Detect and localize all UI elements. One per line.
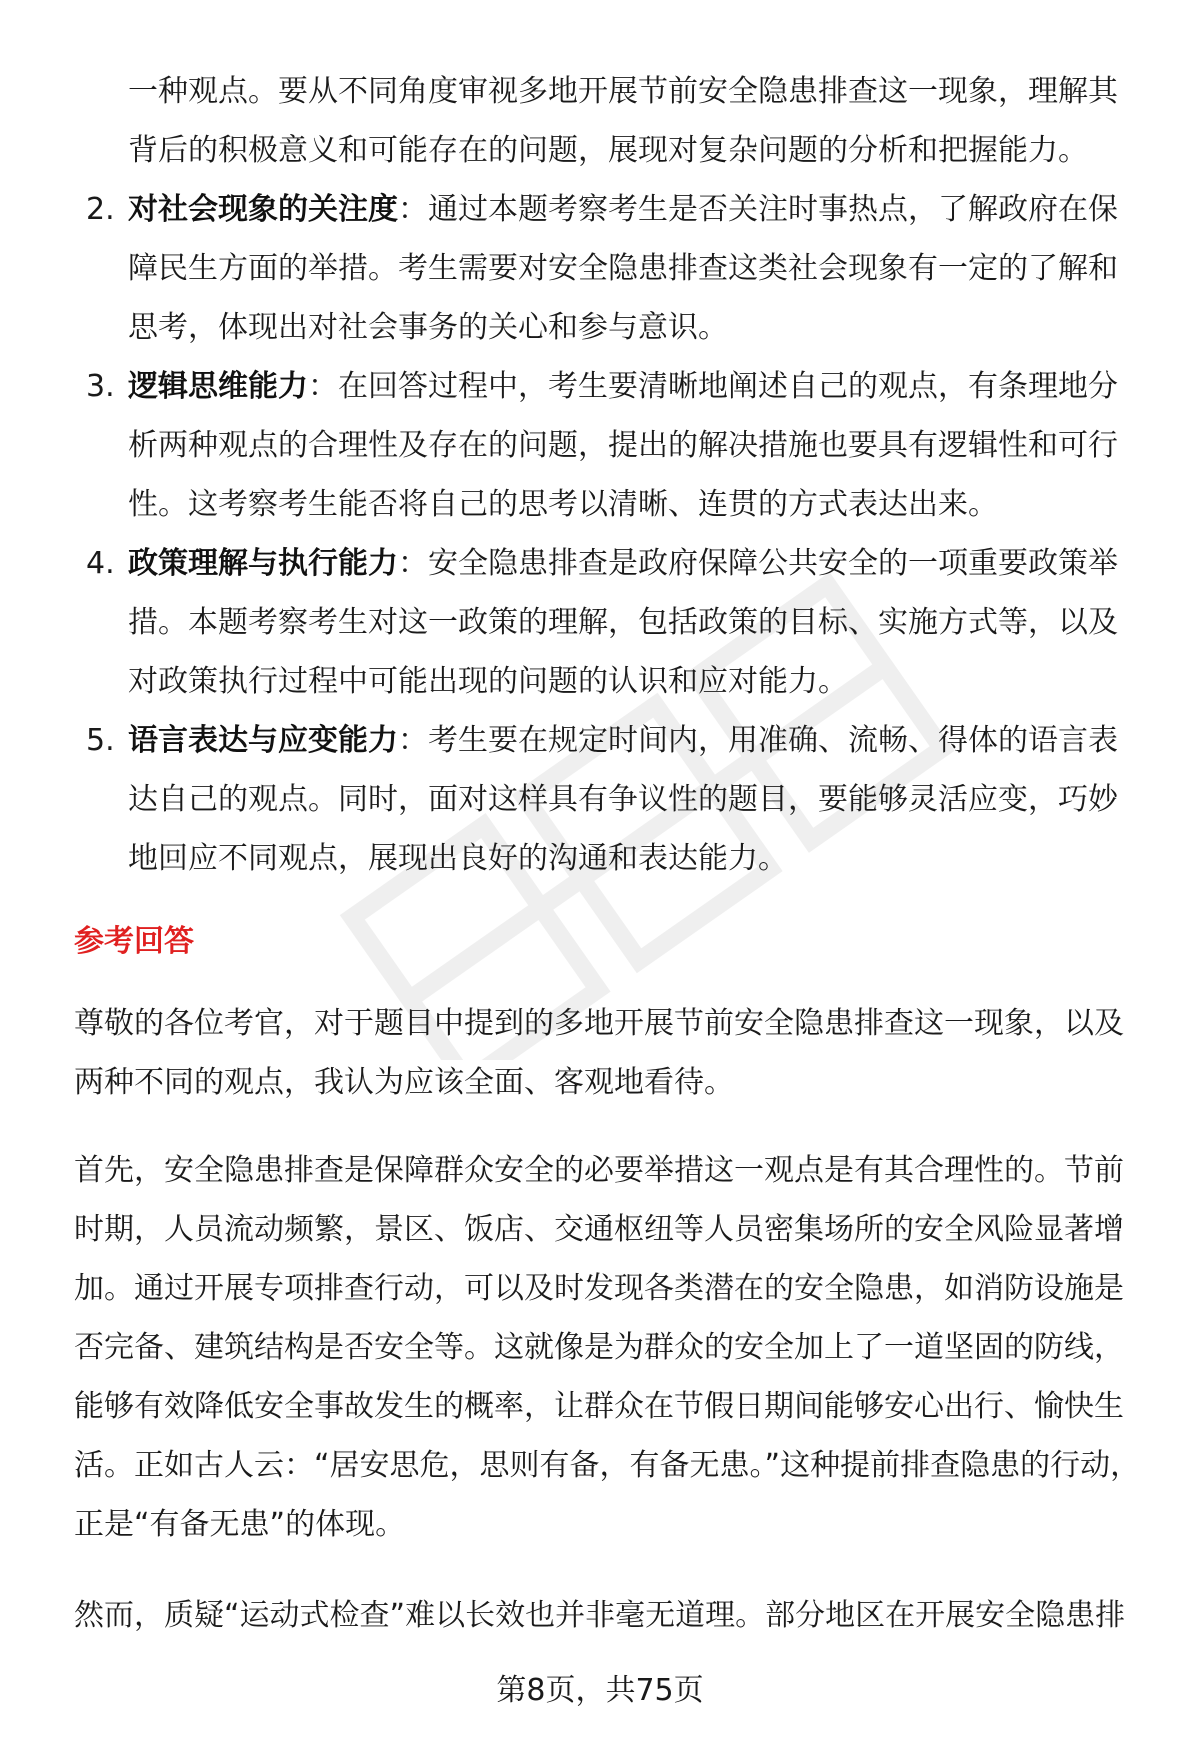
list-item-number: 5.: [86, 723, 115, 758]
list-item-text: ：在回答过程中，考生要清晰地阐述自己的观点，有条理地分析两种观点的合理性及存在的问题，提出的解决措施也要具有逻辑性和可行性。这考察考生能否将自己的思考以清晰、连贯的方式表达出来。: [128, 369, 1118, 522]
list-item-number: 3.: [86, 369, 115, 404]
list-item-text: ：考生要在规定时间内，用准确、流畅、得体的语言表达自己的观点。同时，面对这样具有争议性的题目，要能够灵活应变，巧妙地回应不同观点，展现出良好的沟通和表达能力。: [128, 723, 1118, 876]
list-item-title: 逻辑思维能力: [128, 369, 308, 404]
list-item-policy-understanding: [74, 534, 1144, 711]
list-item-social-attention: [74, 180, 1144, 357]
answer-paragraph-opening: 尊敬的各位考官，对于题目中提到的多地开展节前安全隐患排查这一现象，以及两种不同的观点，我认为应该全面、客观地看待。: [74, 1006, 1124, 1100]
list-item-text: ：安全隐患排查是政府保障公共安全的一项重要政策举措。本题考察考生对这一政策的理解，包括政策的目标、实施方式等，以及对政策执行过程中可能出现的问题的认识和应对能力。: [128, 546, 1118, 699]
answer-paragraph-first: 首先，安全隐患排查是保障群众安全的必要举措这一观点是有其合理性的。节前时期，人员流动频繁，景区、饭店、交通枢纽等人员密集场所的安全风险显著增加。通过开展专项排查行动，可以及时发现各类潜在的安全隐患，如消防设施是否完备、建筑结构是否安全等。这就像是为群众的安全加上了一道坚固的防线，能够有效降低安全事故发生的概率，让群众在节假日期间能够安心出行、愉快生活。正如古人云：“居安思危，思则有备，有备无患。”这种提前排查隐患的行动，正是“有备无患”的体现。: [74, 1153, 1141, 1542]
list-item-continuation: [74, 62, 1144, 180]
list-item-title: 政策理解与执行能力: [128, 546, 398, 581]
list-item-language-expression: [74, 711, 1144, 888]
list-item-title: 对社会现象的关注度: [128, 192, 398, 227]
list-item-logical-thinking: [74, 357, 1144, 534]
section-heading-reference-answer: 参考回答: [74, 924, 194, 959]
list-item-title: 语言表达与应变能力: [128, 723, 398, 758]
list-item-text: 一种观点。要从不同角度审视多地开展节前安全隐患排查这一现象，理解其背后的积极意义和可能存在的问题，展现对复杂问题的分析和把握能力。: [128, 74, 1118, 168]
list-item-text: ：通过本题考察考生是否关注时事热点，了解政府在保障民生方面的举措。考生需要对安全隐患排查这类社会现象有一定的了解和思考，体现出对社会事务的关心和参与意识。: [128, 192, 1118, 345]
list-item-number: 2.: [86, 192, 115, 227]
answer-paragraph-however: 然而，质疑“运动式检查”难以长效也并非毫无道理。部分地区在开展安全隐患排: [74, 1598, 1126, 1633]
evaluation-points-list: [74, 62, 1144, 888]
list-item-number: 4.: [86, 546, 115, 581]
page-number-footer: 第8页，共75页: [496, 1673, 704, 1708]
